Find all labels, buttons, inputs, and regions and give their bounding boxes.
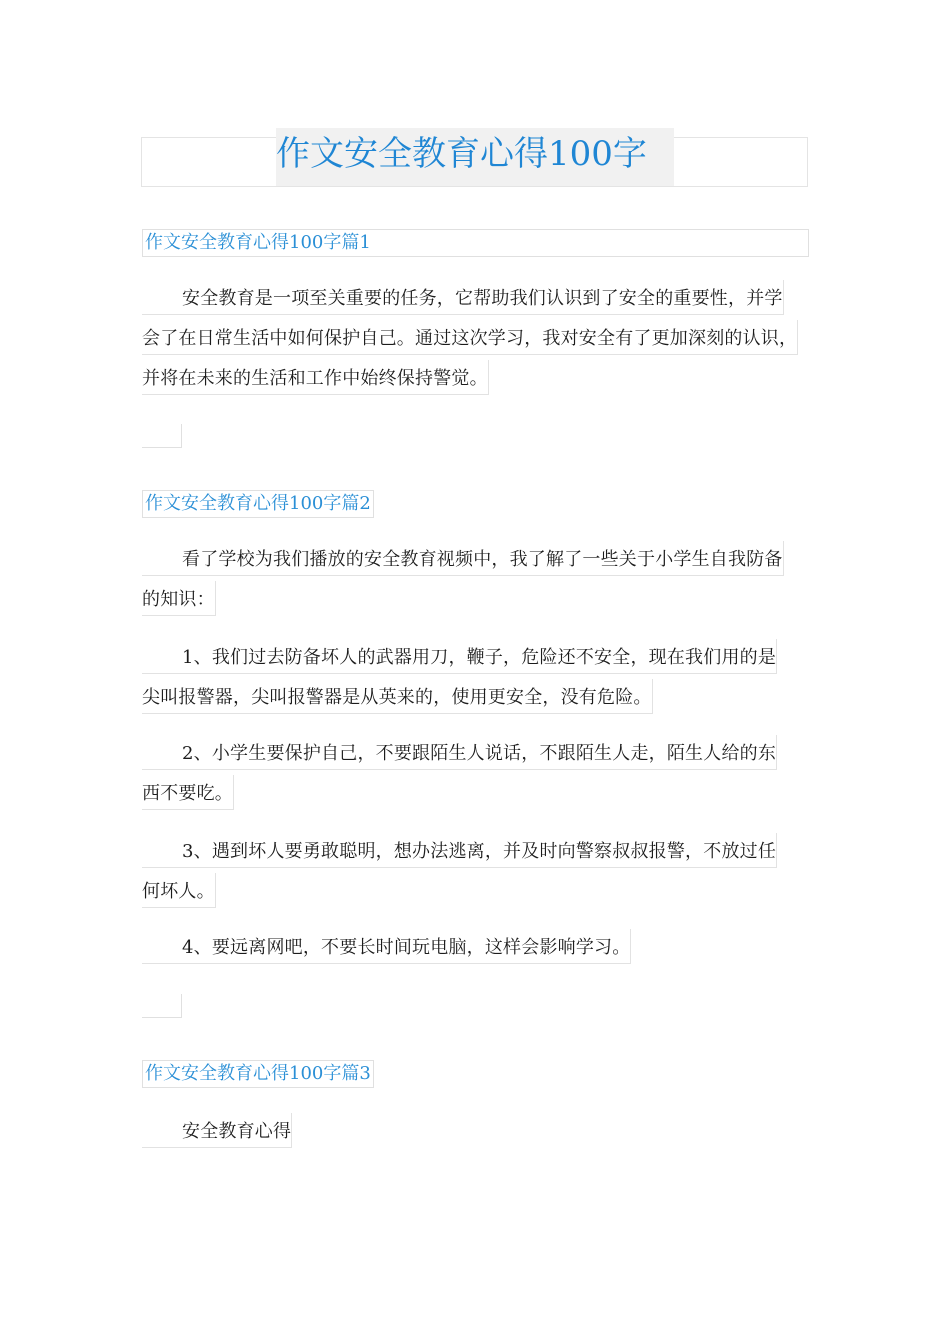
paragraph-line: 安全教育心得 xyxy=(142,1113,292,1148)
empty-paragraph-marker xyxy=(142,424,182,448)
paragraph-line: 何坏人。 xyxy=(142,873,216,908)
paragraph-line: 的知识： xyxy=(142,581,216,616)
paragraph-line: 看了学校为我们播放的安全教育视频中，我了解了一些关于小学生自我防备 xyxy=(142,541,784,576)
section-2-paragraph-3 xyxy=(142,734,810,814)
section-3-paragraph-1 xyxy=(142,1112,810,1152)
paragraph-line: 尖叫报警器，尖叫报警器是从英来的，使用更安全，没有危险。 xyxy=(142,679,653,714)
paragraph-line: 会了在日常生活中如何保护自己。通过这次学习，我对安全有了更加深刻的认识， xyxy=(142,320,798,355)
section-1-paragraph-1 xyxy=(142,279,810,399)
paragraph-line: 4、要远离网吧，不要长时间玩电脑，这样会影响学习。 xyxy=(142,929,631,964)
paragraph-line: 3、遇到坏人要勇敢聪明，想办法逃离，并及时向警察叔叔报警，不放过任 xyxy=(142,833,777,868)
section-2-paragraph-2 xyxy=(142,638,810,718)
section-2-paragraph-4 xyxy=(142,832,810,912)
paragraph-line: 2、小学生要保护自己，不要跟陌生人说话，不跟陌生人走，陌生人给的东 xyxy=(142,735,777,770)
empty-paragraph-marker xyxy=(142,994,182,1018)
paragraph-line: 西不要吃。 xyxy=(142,775,234,810)
paragraph-line: 1、我们过去防备坏人的武器用刀，鞭子，危险还不安全，现在我们用的是 xyxy=(142,639,777,674)
section-heading-2: 作文安全教育心得100字篇2 xyxy=(142,490,374,518)
section-heading-3: 作文安全教育心得100字篇3 xyxy=(142,1060,374,1088)
paragraph-line: 并将在未来的生活和工作中始终保持警觉。 xyxy=(142,360,489,395)
section-heading-1: 作文安全教育心得100字篇1 xyxy=(142,229,809,257)
section-2-paragraph-1 xyxy=(142,540,810,620)
paragraph-line: 安全教育是一项至关重要的任务，它帮助我们认识到了安全的重要性，并学 xyxy=(142,280,784,315)
section-2-paragraph-5 xyxy=(142,928,810,968)
document-title: 作文安全教育心得100字 xyxy=(276,128,674,186)
